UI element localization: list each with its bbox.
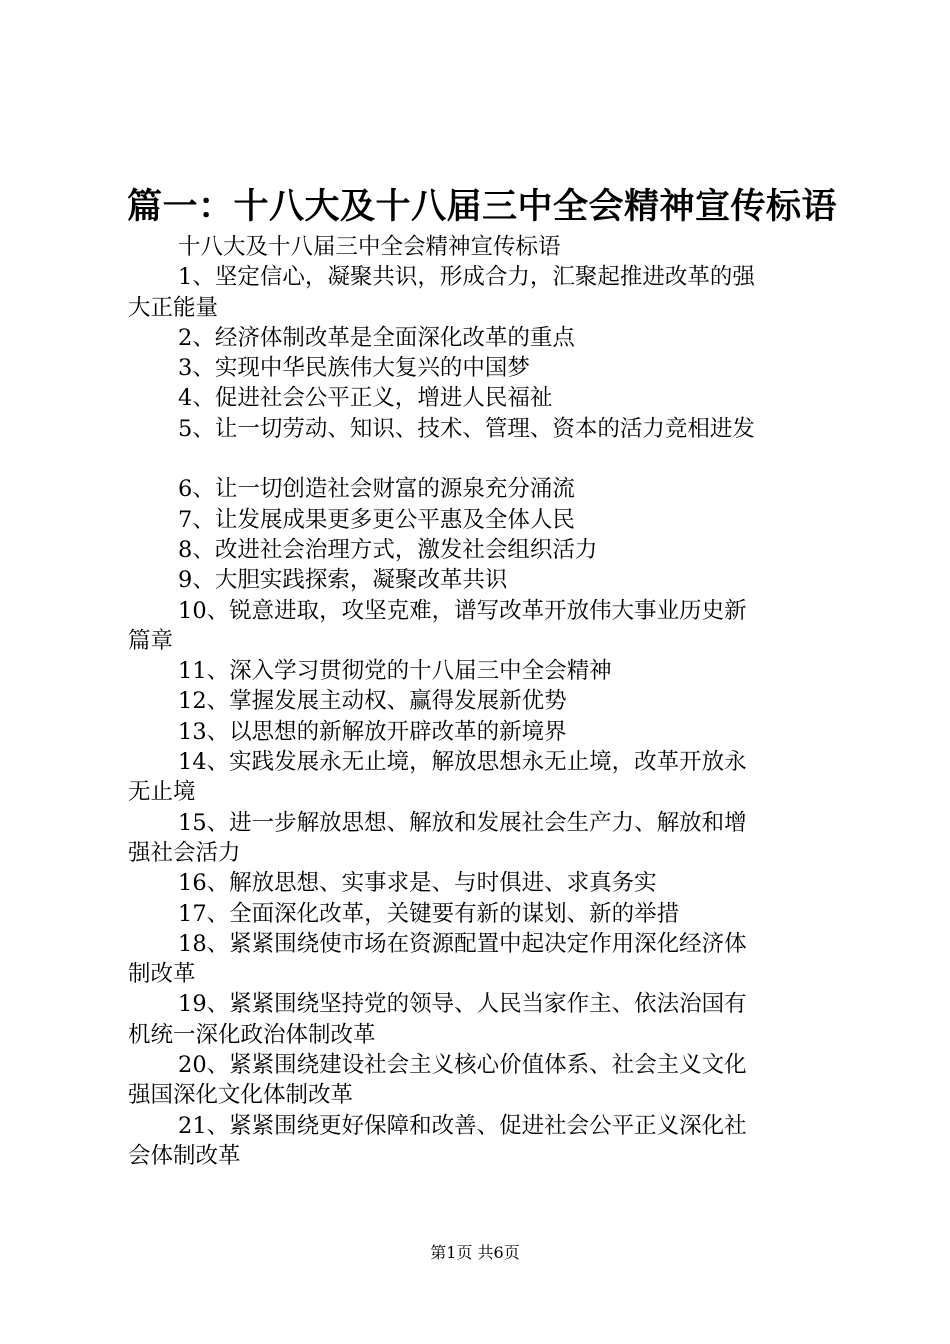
text-line: 3、实现中华民族伟大复兴的中国梦: [178, 355, 530, 382]
text-line: 16、解放思想、实事求是、与时俱进、求真务实: [178, 870, 657, 897]
text-line: 17、全面深化改革，关键要有新的谋划、新的举措: [178, 900, 680, 927]
text-line: 6、让一切创造社会财富的源泉充分涌流: [178, 476, 575, 503]
text-line: 机统一深化政治体制改革: [128, 1021, 376, 1048]
text-line: 制改革: [128, 961, 196, 988]
text-line: 18、紧紧围绕使市场在资源配置中起决定作用深化经济体: [178, 930, 747, 957]
text-line: 14、实践发展永无止境，解放思想永无止境，改革开放永: [178, 749, 747, 776]
blank-line: [128, 444, 833, 474]
text-line: 13、以思想的新解放开辟改革的新境界: [178, 718, 567, 745]
text-line: 十八大及十八届三中全会精神宣传标语: [178, 234, 561, 260]
text-line: 4、促进社会公平正义，增进人民福祉: [178, 385, 553, 412]
document-title: 篇一：十八大及十八届三中全会精神宣传标语: [127, 186, 838, 227]
text-line: 15、进一步解放思想、解放和发展社会生产力、解放和增: [178, 809, 747, 836]
text-line: 强社会活力: [128, 839, 241, 866]
text-line: 5、让一切劳动、知识、技术、管理、资本的活力竞相进发: [178, 415, 755, 442]
text-line: 7、让发展成果更多更公平惠及全体人民: [178, 506, 575, 533]
text-line: 强国深化文化体制改革: [128, 1082, 354, 1109]
text-line: 19、紧紧围绕坚持党的领导、人民当家作主、依法治国有: [178, 991, 747, 1018]
document-body: [128, 232, 833, 1171]
text-line: 会体制改革: [128, 1142, 241, 1169]
text-line: 9、大胆实践探索，凝聚改革共识: [178, 567, 508, 594]
text-line: 11、深入学习贯彻党的十八届三中全会精神: [178, 658, 612, 685]
text-line: 21、紧紧围绕更好保障和改善、促进社会公平正义深化社: [178, 1112, 747, 1139]
text-line: 12、掌握发展主动权、赢得发展新优势: [178, 688, 567, 715]
text-line: 篇章: [128, 627, 174, 654]
page-footer: 第1页 共6页: [430, 1243, 520, 1262]
text-line: 10、锐意进取，攻坚克难，谱写改革开放伟大事业历史新: [178, 597, 747, 624]
text-line: 1、坚定信心，凝聚共识，形成合力，汇聚起推进改革的强: [178, 264, 755, 291]
text-line: 大正能量: [128, 294, 219, 321]
text-line: 8、改进社会治理方式，激发社会组织活力: [178, 536, 598, 563]
text-line: 无止境: [128, 779, 196, 806]
text-line: 2、经济体制改革是全面深化改革的重点: [178, 324, 575, 351]
text-line: 20、紧紧围绕建设社会主义核心价值体系、社会主义文化: [178, 1052, 747, 1079]
